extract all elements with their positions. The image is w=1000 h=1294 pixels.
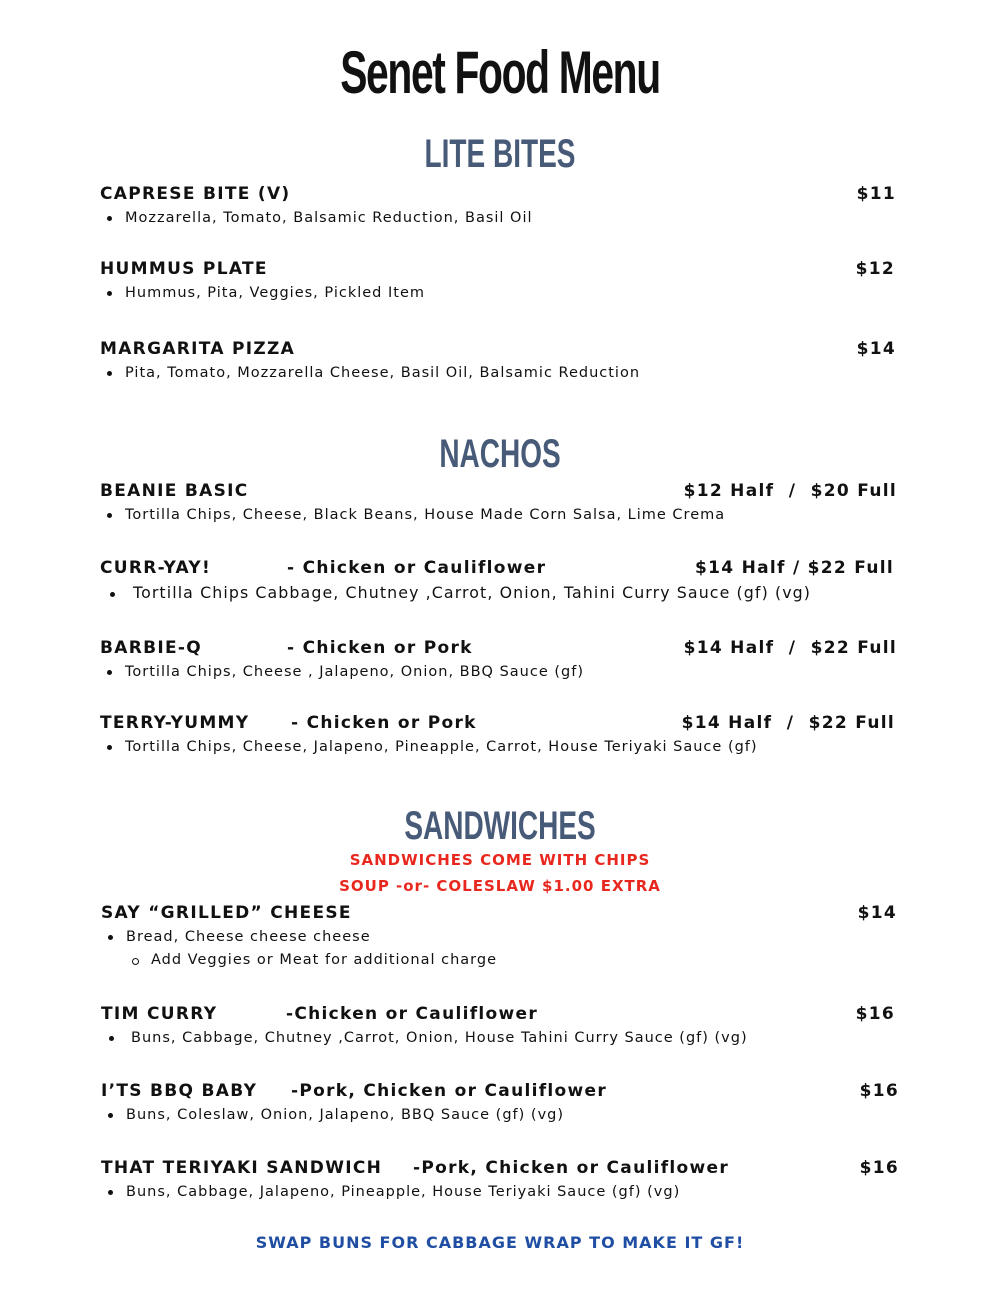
item-option-that-teriyaki-sandwich: -Pork, Chicken or Cauliflower [413, 1158, 730, 1178]
item-description-beanie-basic: Tortilla Chips, Cheese, Black Beans, House Made Corn Salsa, Lime Crema [125, 507, 726, 523]
item-name-hummus-plate: HUMMUS PLATE [100, 259, 268, 279]
footer-note-gf: SWAP BUNS FOR CABBAGE WRAP TO MAKE IT GF! [255, 1233, 745, 1252]
bullet-icon [108, 1190, 113, 1195]
sub-bullet-icon [132, 958, 139, 965]
item-name-beanie-basic: BEANIE BASIC [100, 481, 249, 501]
item-option-barbie-q: - Chicken or Pork [287, 638, 473, 658]
item-price-curr-yay: $14 Half / $22 Full [695, 558, 894, 578]
item-option-its-bbq-baby: -Pork, Chicken or Cauliflower [291, 1081, 608, 1101]
item-name-curr-yay: CURR-YAY! [100, 558, 211, 578]
item-price-hummus-plate: $12 [855, 259, 895, 279]
item-name-grilled-cheese: SAY “GRILLED” CHEESE [101, 903, 352, 923]
section-heading-nachos: NACHOS [439, 432, 561, 476]
item-description-its-bbq-baby: Buns, Coleslaw, Onion, Jalapeno, BBQ Sauce (gf) (vg) [126, 1107, 565, 1123]
item-price-barbie-q: $14 Half / $22 Full [683, 638, 897, 658]
item-option-tim-curry: -Chicken or Cauliflower [286, 1004, 539, 1024]
item-name-terry-yummy: TERRY-YUMMY [100, 713, 250, 733]
page-title: Senet Food Menu [340, 39, 660, 106]
item-option-curr-yay: - Chicken or Cauliflower [287, 558, 547, 578]
item-name-that-teriyaki-sandwich: THAT TERIYAKI SANDWICH [101, 1158, 383, 1178]
item-description-curr-yay: Tortilla Chips Cabbage, Chutney ,Carrot, Onion, Tahini Curry Sauce (gf) (vg) [133, 583, 812, 602]
bullet-icon [107, 216, 112, 221]
item-name-tim-curry: TIM CURRY [101, 1004, 218, 1024]
item-price-that-teriyaki-sandwich: $16 [859, 1158, 899, 1178]
bullet-icon [108, 935, 113, 940]
bullet-icon [107, 745, 112, 750]
bullet-icon [108, 1113, 113, 1118]
section-heading-lite-bites: LITE BITES [424, 132, 576, 176]
bullet-icon [107, 670, 112, 675]
item-description-margarita-pizza: Pita, Tomato, Mozzarella Cheese, Basil Oil, Balsamic Reduction [125, 365, 641, 381]
item-price-margarita-pizza: $14 [856, 339, 896, 359]
item-price-terry-yummy: $14 Half / $22 Full [681, 713, 895, 733]
sandwich-note-chips: SANDWICHES COME WITH CHIPS [349, 851, 651, 869]
item-description-barbie-q: Tortilla Chips, Cheese , Jalapeno, Onion, BBQ Sauce (gf) [125, 664, 584, 680]
item-description-terry-yummy: Tortilla Chips, Cheese, Jalapeno, Pineapple, Carrot, House Teriyaki Sauce (gf) [125, 739, 758, 755]
item-price-grilled-cheese: $14 [857, 903, 897, 923]
item-description-caprese-bite: Mozzarella, Tomato, Balsamic Reduction, Basil Oil [125, 210, 533, 226]
item-option-terry-yummy: - Chicken or Pork [291, 713, 477, 733]
bullet-icon [109, 1036, 114, 1041]
item-description-grilled-cheese: Bread, Cheese cheese cheese [126, 929, 371, 945]
item-description-that-teriyaki-sandwich: Buns, Cabbage, Jalapeno, Pineapple, House Teriyaki Sauce (gf) (vg) [126, 1184, 681, 1200]
item-price-beanie-basic: $12 Half / $20 Full [683, 481, 897, 501]
item-price-caprese-bite: $11 [856, 184, 896, 204]
item-description-tim-curry: Buns, Cabbage, Chutney ,Carrot, Onion, House Tahini Curry Sauce (gf) (vg) [131, 1030, 748, 1046]
item-name-margarita-pizza: MARGARITA PIZZA [100, 339, 296, 359]
bullet-icon [107, 371, 112, 376]
item-name-its-bbq-baby: I’TS BBQ BABY [101, 1081, 258, 1101]
item-name-caprese-bite: CAPRESE BITE (V) [100, 184, 291, 204]
item-price-its-bbq-baby: $16 [859, 1081, 899, 1101]
section-heading-sandwiches: SANDWICHES [404, 804, 596, 848]
item-name-barbie-q: BARBIE-Q [100, 638, 203, 658]
item-subdescription-grilled-cheese: Add Veggies or Meat for additional charge [151, 952, 498, 968]
sandwich-note-extra: SOUP -or- COLESLAW $1.00 EXTRA [339, 877, 661, 895]
bullet-icon [107, 513, 112, 518]
bullet-icon [107, 291, 112, 296]
bullet-icon [110, 592, 115, 597]
item-description-hummus-plate: Hummus, Pita, Veggies, Pickled Item [125, 285, 425, 301]
item-price-tim-curry: $16 [855, 1004, 895, 1024]
